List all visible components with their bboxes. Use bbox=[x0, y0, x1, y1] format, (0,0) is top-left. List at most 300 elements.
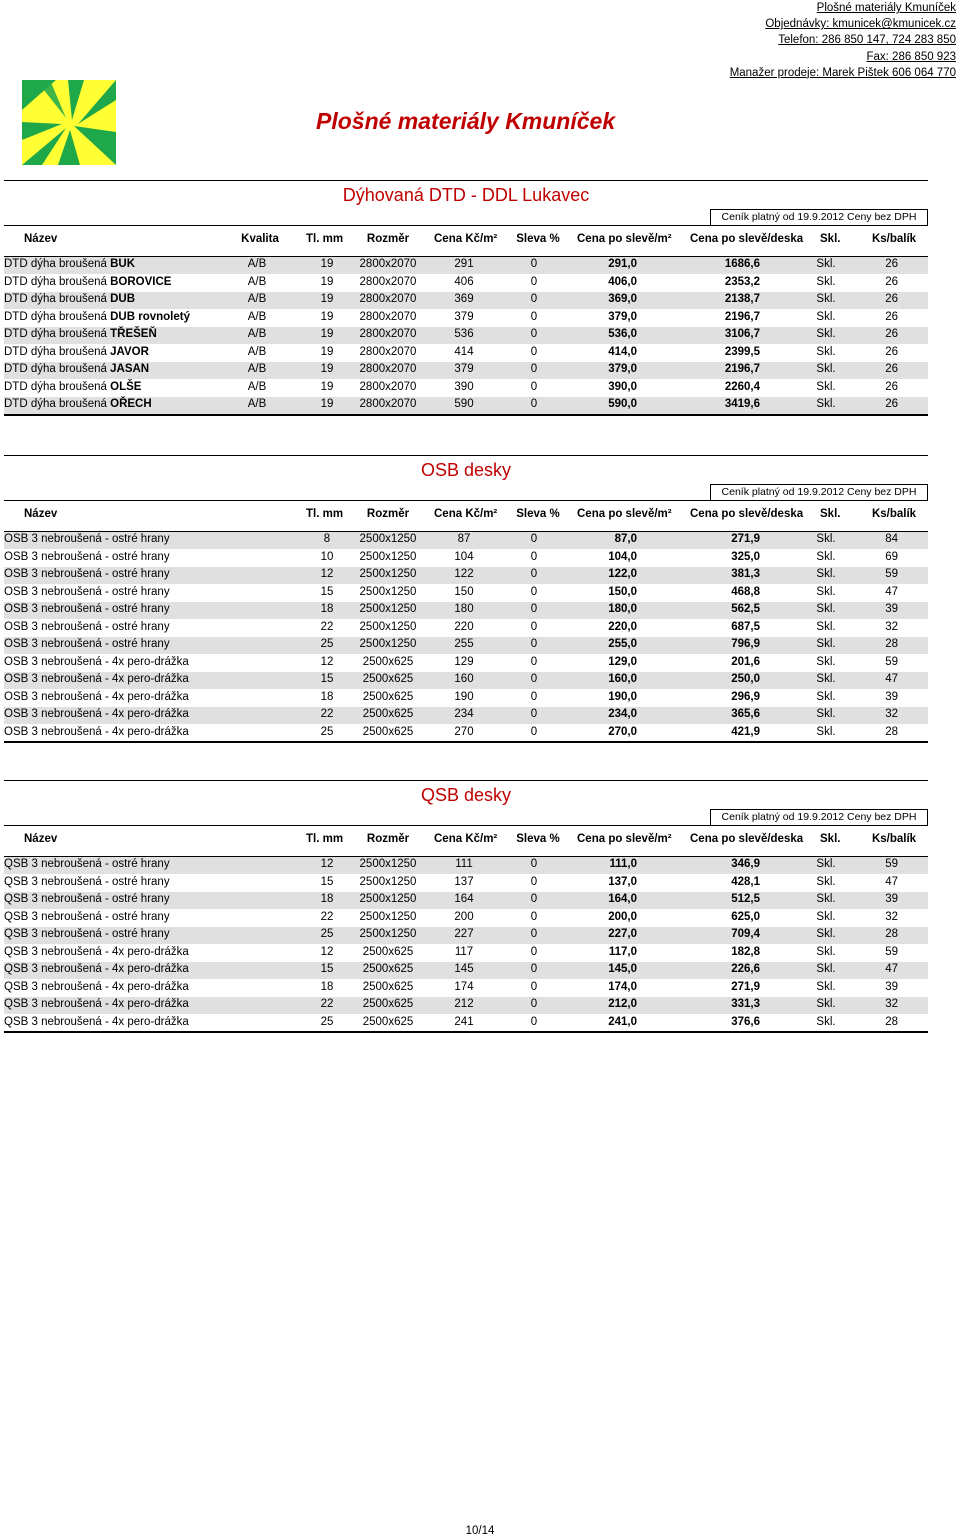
product-name-cell bbox=[4, 586, 170, 598]
product-name-prefix: OSB 3 nebroušená - ostré hrany bbox=[4, 603, 170, 615]
product-name-prefix: DTD dýha broušená bbox=[4, 363, 111, 375]
discounted-price-m2-cell: 212,0 bbox=[608, 998, 637, 1010]
pieces-per-pack-cell: 26 bbox=[885, 258, 898, 270]
table-row bbox=[4, 997, 928, 1015]
discounted-price-board-cell: 468,8 bbox=[731, 585, 760, 598]
contact-manager[interactable]: Manažer prodeje: Marek Pištek 606 064 770 bbox=[729, 66, 956, 79]
section-title: Dýhovaná DTD - DDL Lukavec bbox=[342, 185, 590, 205]
table-row bbox=[4, 857, 928, 875]
pieces-per-pack-cell: 59 bbox=[885, 945, 898, 958]
product-name-bold: JASAN bbox=[110, 363, 150, 375]
discounted-price-board-cell: 365,6 bbox=[731, 708, 760, 720]
thickness-cell: 12 bbox=[320, 858, 334, 870]
product-name-cell bbox=[4, 276, 171, 288]
pieces-per-pack-cell: 26 bbox=[885, 363, 898, 375]
stock-cell: Skl. bbox=[816, 258, 836, 270]
contact-fax[interactable]: Fax: 286 850 923 bbox=[866, 50, 956, 63]
discounted-price-board-cell: 331,3 bbox=[731, 998, 760, 1010]
dimension-cell: 2500x1250 bbox=[359, 910, 417, 923]
quality-cell: A/B bbox=[247, 363, 267, 375]
pieces-per-pack-cell: 32 bbox=[885, 708, 898, 720]
discount-cell: 0 bbox=[530, 310, 538, 323]
price-cell: 270 bbox=[454, 725, 474, 738]
discounted-price-m2-cell: 406,0 bbox=[608, 275, 637, 288]
discounted-price-m2-cell: 369,0 bbox=[608, 293, 637, 305]
discounted-price-board-cell: 428,1 bbox=[731, 875, 760, 888]
product-name-prefix: OSB 3 nebroušená - ostré hrany bbox=[4, 550, 170, 563]
stock-cell: Skl. bbox=[816, 998, 836, 1010]
discounted-price-board-cell: 201,6 bbox=[731, 655, 760, 668]
pieces-per-pack-cell: 69 bbox=[885, 550, 898, 563]
discount-cell: 0 bbox=[530, 875, 538, 888]
thickness-cell: 19 bbox=[320, 345, 334, 358]
discounted-price-board-cell: 2353,2 bbox=[724, 275, 760, 288]
discount-cell: 0 bbox=[530, 690, 538, 703]
table-row bbox=[4, 655, 928, 673]
contact-orders-email[interactable]: Objednávky: kmunicek@kmunicek.cz bbox=[765, 18, 956, 31]
price-cell: 87 bbox=[457, 533, 471, 545]
product-name-prefix: DTD dýha broušená bbox=[4, 398, 111, 410]
product-name-prefix: QSB 3 nebroušená - ostré hrany bbox=[4, 893, 170, 905]
stock-cell: Skl. bbox=[816, 398, 836, 410]
product-name-prefix: DTD dýha broušená bbox=[4, 275, 111, 288]
stock-cell: Skl. bbox=[816, 620, 836, 633]
pieces-per-pack-cell: 28 bbox=[885, 928, 898, 940]
discount-cell: 0 bbox=[530, 893, 538, 905]
header-cena_slevo_m2: Cena po slevě/m² bbox=[577, 833, 672, 845]
dimension-cell: 2500x625 bbox=[362, 690, 414, 703]
discounted-price-board-cell: 2196,7 bbox=[724, 310, 760, 323]
product-name-cell bbox=[4, 963, 189, 975]
table-header bbox=[4, 500, 928, 532]
price-cell: 122 bbox=[454, 568, 474, 580]
discounted-price-m2-cell: 234,0 bbox=[608, 708, 637, 720]
discounted-price-board-cell: 2138,7 bbox=[724, 293, 760, 305]
thickness-cell: 18 bbox=[320, 980, 334, 993]
thickness-cell: 8 bbox=[323, 533, 331, 545]
price-cell: 137 bbox=[454, 875, 474, 888]
table-body bbox=[4, 532, 928, 743]
discount-cell: 0 bbox=[530, 533, 538, 545]
header-rozmer: Rozměr bbox=[366, 508, 410, 520]
discount-cell: 0 bbox=[530, 258, 538, 270]
section-title: OSB desky bbox=[420, 460, 512, 480]
discounted-price-m2-cell: 117,0 bbox=[608, 945, 637, 958]
product-name-cell bbox=[4, 673, 189, 685]
table-row bbox=[4, 362, 928, 380]
header-skl: Skl. bbox=[820, 833, 841, 845]
stock-cell: Skl. bbox=[816, 655, 836, 668]
thickness-cell: 18 bbox=[320, 893, 334, 905]
product-name-prefix: QSB 3 nebroušená - 4x pero-drážka bbox=[4, 980, 189, 993]
product-name-bold: OLŠE bbox=[110, 380, 142, 393]
thickness-cell: 15 bbox=[320, 673, 334, 685]
product-name-cell bbox=[4, 328, 157, 340]
header-cena: Cena Kč/m² bbox=[434, 508, 498, 520]
stock-cell: Skl. bbox=[816, 533, 836, 545]
discounted-price-m2-cell: 536,0 bbox=[608, 328, 637, 340]
dimension-cell: 2500x1250 bbox=[359, 585, 417, 598]
pieces-per-pack-cell: 26 bbox=[885, 345, 898, 358]
dimension-cell: 2500x625 bbox=[362, 963, 414, 975]
header-tl: Tl. mm bbox=[306, 833, 344, 845]
pieces-per-pack-cell: 26 bbox=[885, 275, 898, 288]
discounted-price-board-cell: 2399,5 bbox=[724, 345, 760, 358]
table-row bbox=[4, 690, 928, 708]
quality-cell: A/B bbox=[247, 293, 267, 305]
discounted-price-board-cell: 381,3 bbox=[731, 568, 760, 580]
table-row bbox=[4, 672, 928, 690]
pieces-per-pack-cell: 47 bbox=[885, 585, 898, 598]
product-name-prefix: OSB 3 nebroušená - ostré hrany bbox=[4, 585, 170, 598]
table-row bbox=[4, 725, 928, 744]
product-name-cell bbox=[4, 346, 149, 358]
discount-cell: 0 bbox=[530, 345, 538, 358]
product-name-cell bbox=[4, 858, 170, 870]
table-row bbox=[4, 327, 928, 345]
pieces-per-pack-cell: 32 bbox=[885, 998, 898, 1010]
discounted-price-board-cell: 709,4 bbox=[731, 928, 760, 940]
header-cena_slevo_deska: Cena po slevě/deska bbox=[690, 233, 804, 245]
stock-cell: Skl. bbox=[816, 708, 836, 720]
stock-cell: Skl. bbox=[816, 310, 836, 323]
product-name-prefix: QSB 3 nebroušená - ostré hrany bbox=[4, 928, 170, 940]
validity-note: Ceník platný od 19.9.2012 Ceny bez DPH bbox=[710, 209, 928, 225]
table-row bbox=[4, 1015, 928, 1034]
stock-cell: Skl. bbox=[816, 673, 836, 685]
quality-cell: A/B bbox=[247, 345, 267, 358]
product-name-prefix: OSB 3 nebroušená - 4x pero-drážka bbox=[4, 725, 189, 738]
discounted-price-board-cell: 250,0 bbox=[731, 673, 760, 685]
pieces-per-pack-cell: 32 bbox=[885, 910, 898, 923]
discounted-price-board-cell: 271,9 bbox=[731, 980, 760, 993]
thickness-cell: 19 bbox=[320, 310, 334, 323]
table-row bbox=[4, 380, 928, 398]
thickness-cell: 15 bbox=[320, 585, 334, 598]
dimension-cell: 2500x1250 bbox=[359, 928, 417, 940]
price-cell: 220 bbox=[454, 620, 474, 633]
discount-cell: 0 bbox=[530, 550, 538, 563]
pieces-per-pack-cell: 26 bbox=[885, 310, 898, 323]
discounted-price-board-cell: 376,6 bbox=[731, 1015, 760, 1028]
stock-cell: Skl. bbox=[816, 910, 836, 923]
thickness-cell: 19 bbox=[320, 258, 334, 270]
discounted-price-m2-cell: 160,0 bbox=[608, 673, 637, 685]
product-name-bold: JAVOR bbox=[110, 345, 149, 358]
discounted-price-board-cell: 796,9 bbox=[731, 638, 760, 650]
dimension-cell: 2500x1250 bbox=[359, 550, 417, 563]
company-logo-icon bbox=[22, 80, 116, 165]
pieces-per-pack-cell: 28 bbox=[885, 1015, 898, 1028]
product-name-cell bbox=[4, 691, 189, 703]
stock-cell: Skl. bbox=[816, 1015, 836, 1028]
validity-note: Ceník platný od 19.9.2012 Ceny bez DPH bbox=[710, 809, 928, 825]
discount-cell: 0 bbox=[530, 858, 538, 870]
discounted-price-board-cell: 271,9 bbox=[731, 533, 760, 545]
thickness-cell: 18 bbox=[320, 603, 334, 615]
price-cell: 379 bbox=[454, 363, 474, 375]
product-name-bold: DUB rovnoletý bbox=[110, 310, 190, 323]
discounted-price-m2-cell: 137,0 bbox=[608, 875, 637, 888]
table-header bbox=[4, 825, 928, 857]
product-name-cell bbox=[4, 726, 189, 738]
discount-cell: 0 bbox=[530, 638, 538, 650]
product-name-cell bbox=[4, 876, 170, 888]
table-row bbox=[4, 927, 928, 945]
discounted-price-board-cell: 2260,4 bbox=[724, 380, 760, 393]
price-cell: 590 bbox=[454, 398, 474, 410]
price-cell: 164 bbox=[454, 893, 474, 905]
table-row bbox=[4, 980, 928, 998]
product-name-cell bbox=[4, 568, 170, 580]
discount-cell: 0 bbox=[530, 708, 538, 720]
table-row bbox=[4, 345, 928, 363]
stock-cell: Skl. bbox=[816, 928, 836, 940]
product-name-bold: BUK bbox=[110, 258, 136, 270]
dimension-cell: 2500x1250 bbox=[359, 533, 417, 545]
product-name-cell bbox=[4, 258, 135, 270]
price-cell: 145 bbox=[454, 963, 474, 975]
discounted-price-board-cell: 296,9 bbox=[731, 690, 760, 703]
stock-cell: Skl. bbox=[816, 293, 836, 305]
product-name-cell bbox=[4, 981, 189, 993]
dimension-cell: 2500x1250 bbox=[359, 638, 417, 650]
table-row bbox=[4, 567, 928, 585]
discounted-price-board-cell: 325,0 bbox=[731, 550, 760, 563]
product-name-prefix: QSB 3 nebroušená - ostré hrany bbox=[4, 910, 170, 923]
header-kvalita: Kvalita bbox=[241, 233, 279, 245]
product-name-cell bbox=[4, 911, 170, 923]
header-name: Název bbox=[24, 233, 58, 245]
pieces-per-pack-cell: 28 bbox=[885, 638, 898, 650]
header-skl: Skl. bbox=[820, 233, 841, 245]
price-cell: 117 bbox=[454, 945, 474, 958]
discount-cell: 0 bbox=[530, 328, 538, 340]
product-name-prefix: QSB 3 nebroušená - 4x pero-drážka bbox=[4, 1015, 189, 1028]
dimension-cell: 2500x1250 bbox=[359, 893, 417, 905]
thickness-cell: 22 bbox=[320, 910, 334, 923]
price-cell: 536 bbox=[454, 328, 474, 340]
thickness-cell: 19 bbox=[320, 363, 334, 375]
product-name-cell bbox=[4, 638, 170, 650]
quality-cell: A/B bbox=[247, 275, 267, 288]
price-cell: 255 bbox=[454, 638, 474, 650]
dimension-cell: 2800x2070 bbox=[359, 310, 417, 323]
discounted-price-m2-cell: 379,0 bbox=[608, 363, 637, 375]
stock-cell: Skl. bbox=[816, 585, 836, 598]
stock-cell: Skl. bbox=[816, 858, 836, 870]
discount-cell: 0 bbox=[530, 980, 538, 993]
dimension-cell: 2500x625 bbox=[362, 725, 414, 738]
header-ks: Ks/balík bbox=[871, 508, 917, 520]
thickness-cell: 15 bbox=[320, 875, 334, 888]
product-name-prefix: QSB 3 nebroušená - 4x pero-drážka bbox=[4, 945, 189, 958]
discounted-price-m2-cell: 174,0 bbox=[608, 980, 637, 993]
thickness-cell: 12 bbox=[320, 568, 334, 580]
price-cell: 111 bbox=[455, 858, 473, 870]
product-name-cell bbox=[4, 293, 135, 305]
discounted-price-m2-cell: 104,0 bbox=[608, 550, 637, 563]
stock-cell: Skl. bbox=[816, 380, 836, 393]
discounted-price-m2-cell: 255,0 bbox=[608, 638, 637, 650]
product-name-prefix: DTD dýha broušená bbox=[4, 310, 111, 323]
discounted-price-m2-cell: 87,0 bbox=[614, 533, 637, 545]
discount-cell: 0 bbox=[530, 603, 538, 615]
discounted-price-m2-cell: 164,0 bbox=[608, 893, 637, 905]
product-name-bold: TŘEŠEŇ bbox=[110, 328, 157, 340]
discount-cell: 0 bbox=[530, 910, 538, 923]
contact-block bbox=[696, 0, 956, 81]
stock-cell: Skl. bbox=[816, 690, 836, 703]
table-row bbox=[4, 910, 928, 928]
product-name-cell bbox=[4, 381, 141, 393]
discount-cell: 0 bbox=[530, 568, 538, 580]
dimension-cell: 2500x1250 bbox=[359, 568, 417, 580]
price-cell: 200 bbox=[454, 910, 474, 923]
thickness-cell: 19 bbox=[320, 275, 334, 288]
discount-cell: 0 bbox=[530, 275, 538, 288]
thickness-cell: 19 bbox=[320, 293, 334, 305]
stock-cell: Skl. bbox=[816, 963, 836, 975]
validity-note: Ceník platný od 19.9.2012 Ceny bez DPH bbox=[710, 484, 928, 500]
product-name-prefix: OSB 3 nebroušená - 4x pero-drážka bbox=[4, 708, 189, 720]
product-name-cell bbox=[4, 363, 149, 375]
table-row bbox=[4, 310, 928, 328]
discounted-price-m2-cell: 227,0 bbox=[608, 928, 637, 940]
discounted-price-m2-cell: 379,0 bbox=[608, 310, 637, 323]
section-title: QSB desky bbox=[420, 785, 512, 805]
discounted-price-board-cell: 625,0 bbox=[731, 910, 760, 923]
discount-cell: 0 bbox=[530, 998, 538, 1010]
header-rozmer: Rozměr bbox=[366, 233, 410, 245]
table-row bbox=[4, 962, 928, 980]
dimension-cell: 2800x2070 bbox=[359, 258, 417, 270]
stock-cell: Skl. bbox=[816, 568, 836, 580]
product-name-cell bbox=[4, 656, 189, 668]
product-name-prefix: OSB 3 nebroušená - ostré hrany bbox=[4, 638, 170, 650]
dimension-cell: 2800x2070 bbox=[359, 398, 417, 410]
discounted-price-board-cell: 421,9 bbox=[731, 725, 760, 738]
contact-phone[interactable]: Telefon: 286 850 147, 724 283 850 bbox=[778, 34, 956, 47]
stock-cell: Skl. bbox=[816, 638, 836, 650]
discounted-price-m2-cell: 270,0 bbox=[608, 725, 637, 738]
discounted-price-m2-cell: 241,0 bbox=[608, 1015, 637, 1028]
stock-cell: Skl. bbox=[816, 345, 836, 358]
table-row bbox=[4, 707, 928, 725]
table-row bbox=[4, 292, 928, 310]
table-row bbox=[4, 620, 928, 638]
product-name-bold: OŘECH bbox=[110, 398, 152, 410]
pieces-per-pack-cell: 59 bbox=[885, 655, 898, 668]
quality-cell: A/B bbox=[247, 310, 267, 323]
stock-cell: Skl. bbox=[816, 725, 836, 738]
table-row bbox=[4, 945, 928, 963]
header-cena_slevo_m2: Cena po slevě/m² bbox=[577, 508, 672, 520]
pieces-per-pack-cell: 47 bbox=[885, 673, 898, 685]
discount-cell: 0 bbox=[530, 1015, 538, 1028]
discounted-price-board-cell: 1686,6 bbox=[724, 258, 760, 270]
stock-cell: Skl. bbox=[816, 980, 836, 993]
pieces-per-pack-cell: 59 bbox=[885, 568, 898, 580]
table-body bbox=[4, 257, 928, 416]
table-row bbox=[4, 602, 928, 620]
product-name-prefix: DTD dýha broušená bbox=[4, 345, 111, 358]
product-name-cell bbox=[4, 893, 170, 905]
discounted-price-m2-cell: 220,0 bbox=[608, 620, 637, 633]
thickness-cell: 19 bbox=[320, 398, 334, 410]
discount-cell: 0 bbox=[530, 293, 538, 305]
dimension-cell: 2500x625 bbox=[362, 945, 414, 958]
price-cell: 104 bbox=[454, 550, 474, 563]
dimension-cell: 2500x625 bbox=[362, 1015, 414, 1028]
product-name-bold: BOROVICE bbox=[110, 275, 172, 288]
table-row bbox=[4, 585, 928, 603]
table-row bbox=[4, 257, 928, 275]
discount-cell: 0 bbox=[530, 725, 538, 738]
header-skl: Skl. bbox=[820, 508, 841, 520]
discounted-price-m2-cell: 145,0 bbox=[608, 963, 637, 975]
thickness-cell: 19 bbox=[320, 328, 334, 340]
discount-cell: 0 bbox=[530, 585, 538, 598]
pieces-per-pack-cell: 39 bbox=[885, 893, 898, 905]
price-cell: 379 bbox=[454, 310, 474, 323]
pieces-per-pack-cell: 26 bbox=[885, 293, 898, 305]
pieces-per-pack-cell: 39 bbox=[885, 690, 898, 703]
stock-cell: Skl. bbox=[816, 550, 836, 563]
product-name-prefix: QSB 3 nebroušená - 4x pero-drážka bbox=[4, 963, 189, 975]
header-tl: Tl. mm bbox=[306, 233, 344, 245]
contact-company-link[interactable]: Plošné materiály Kmuníček bbox=[816, 2, 956, 14]
discount-cell: 0 bbox=[530, 398, 538, 410]
thickness-cell: 25 bbox=[320, 1015, 334, 1028]
product-name-prefix: DTD dýha broušená bbox=[4, 258, 111, 270]
product-name-cell bbox=[4, 928, 170, 940]
dimension-cell: 2500x1250 bbox=[359, 875, 417, 888]
quality-cell: A/B bbox=[247, 328, 267, 340]
product-name-cell bbox=[4, 311, 190, 323]
dimension-cell: 2800x2070 bbox=[359, 328, 417, 340]
header-cena: Cena Kč/m² bbox=[434, 233, 498, 245]
discounted-price-m2-cell: 122,0 bbox=[608, 568, 637, 580]
table-row bbox=[4, 892, 928, 910]
table-row bbox=[4, 875, 928, 893]
stock-cell: Skl. bbox=[816, 363, 836, 375]
price-cell: 291 bbox=[454, 258, 474, 270]
product-name-cell bbox=[4, 708, 189, 720]
discounted-price-m2-cell: 150,0 bbox=[608, 585, 637, 598]
price-cell: 150 bbox=[454, 585, 474, 598]
table-row bbox=[4, 637, 928, 655]
discount-cell: 0 bbox=[530, 928, 538, 940]
header-sleva: Sleva % bbox=[516, 508, 560, 520]
stock-cell: Skl. bbox=[816, 603, 836, 615]
table-row bbox=[4, 397, 928, 416]
dimension-cell: 2800x2070 bbox=[359, 380, 417, 393]
pieces-per-pack-cell: 47 bbox=[885, 875, 898, 888]
page-number: 10/14 bbox=[465, 1525, 495, 1537]
price-cell: 212 bbox=[454, 998, 474, 1010]
price-cell: 180 bbox=[454, 603, 474, 615]
thickness-cell: 18 bbox=[320, 690, 334, 703]
discount-cell: 0 bbox=[530, 655, 538, 668]
discounted-price-board-cell: 3106,7 bbox=[724, 328, 760, 340]
header-cena: Cena Kč/m² bbox=[434, 833, 498, 845]
product-name-prefix: OSB 3 nebroušená - 4x pero-drážka bbox=[4, 673, 189, 685]
thickness-cell: 15 bbox=[320, 963, 334, 975]
thickness-cell: 12 bbox=[320, 945, 334, 958]
product-name-cell bbox=[4, 551, 170, 563]
pieces-per-pack-cell: 28 bbox=[885, 725, 898, 738]
